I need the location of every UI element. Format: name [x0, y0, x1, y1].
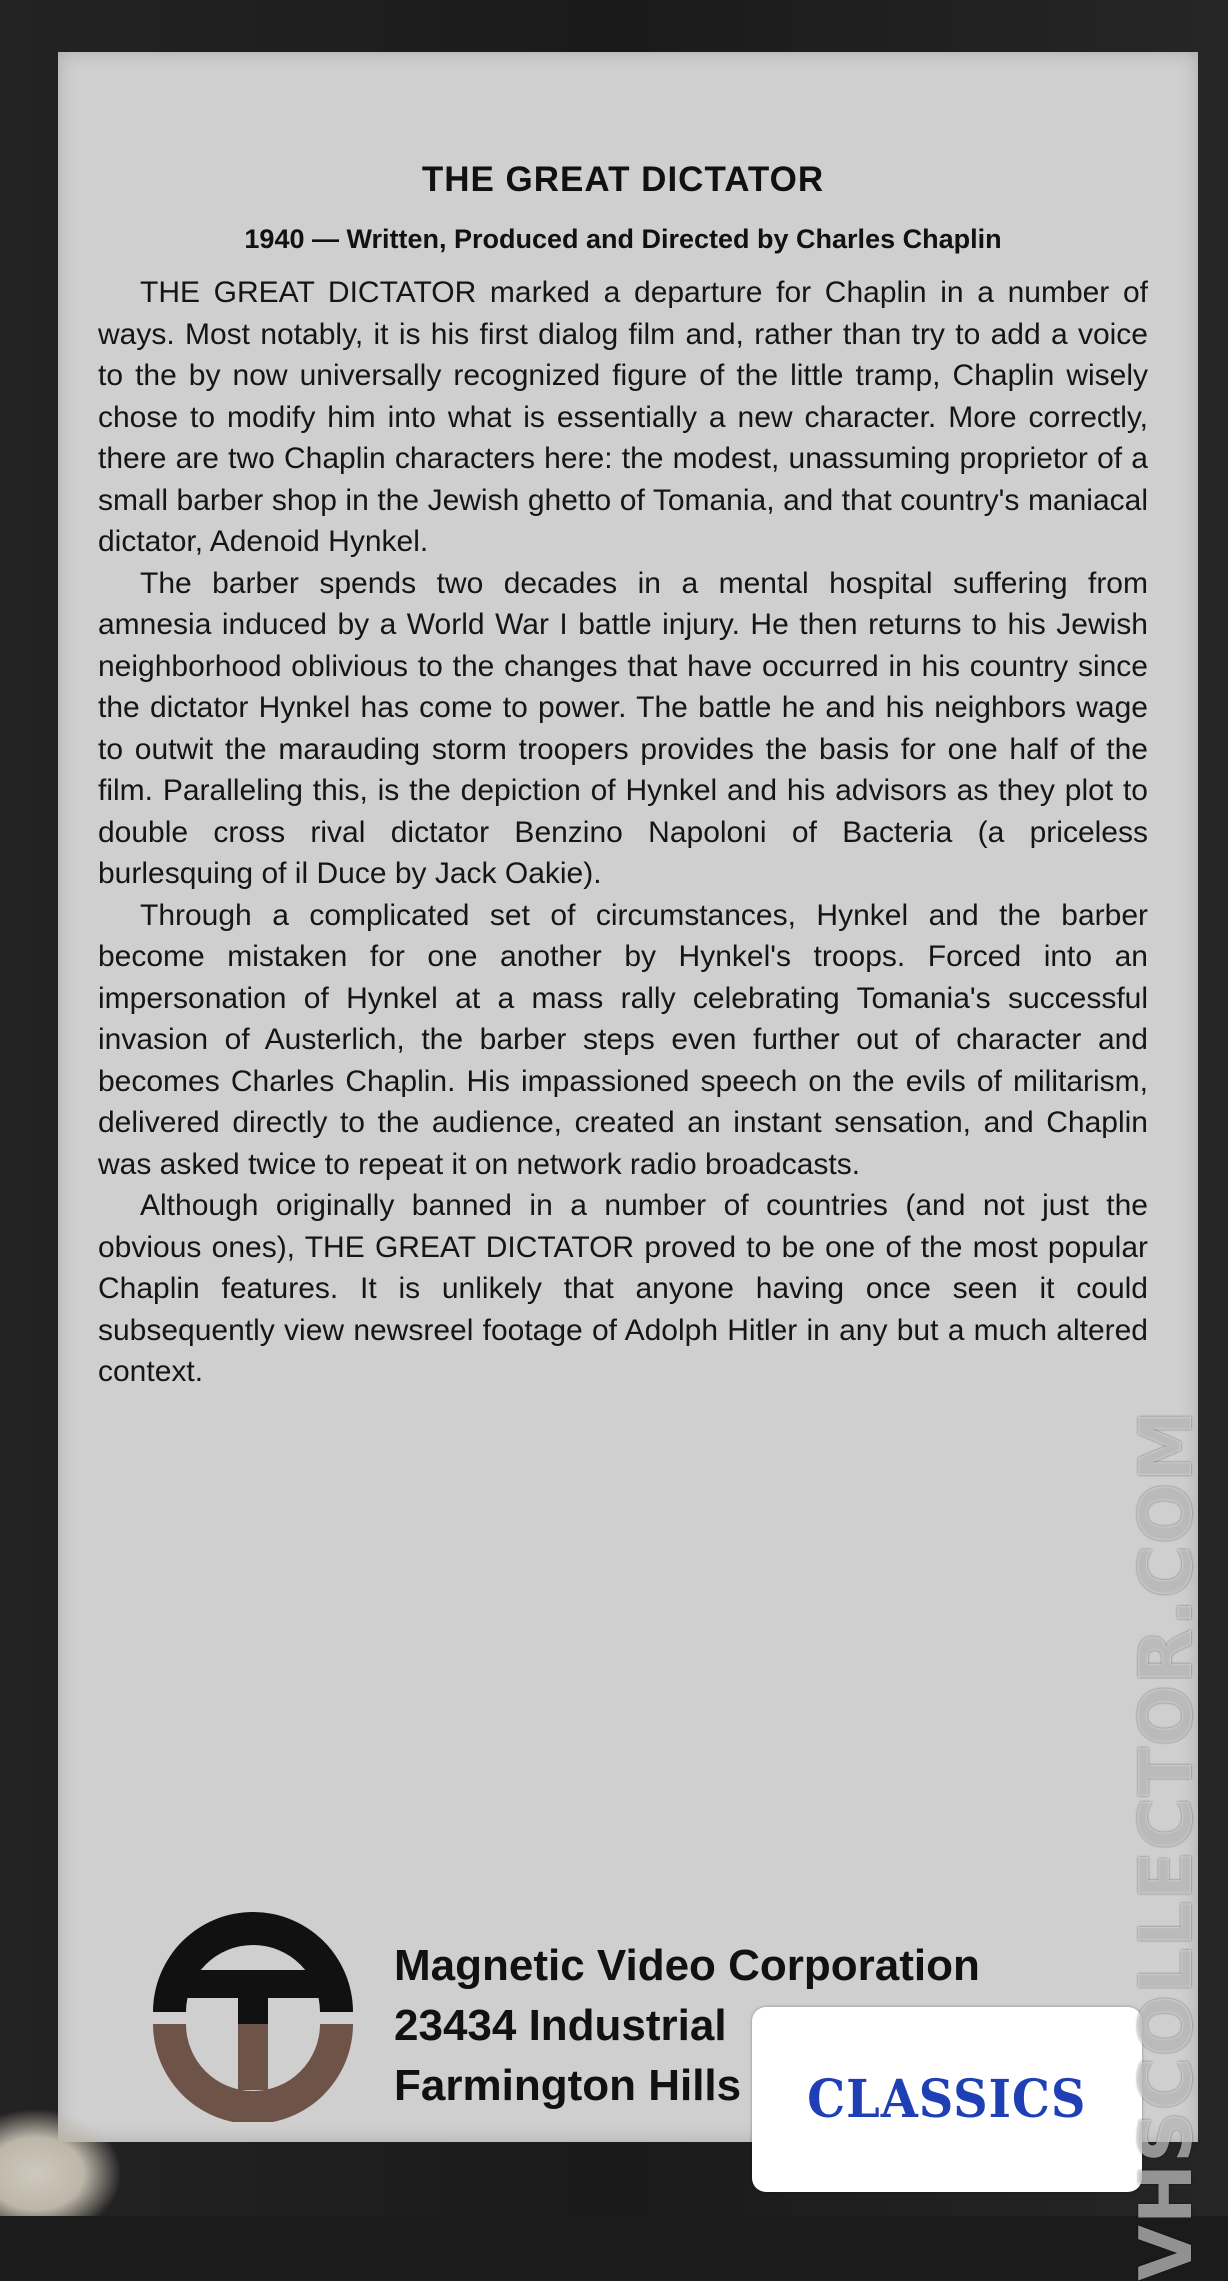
paragraph: The barber spends two decades in a mental hospital suffering from amnesia induced by a World War I battle injury. He then returns to his Jewish neighborhood oblivious to the changes that have occurred in his country since the dictator Hynkel has come to power. The battle he and his neighbors wage to outwit the marauding storm troopers provides the basis for one half of the film. Paralleling this, is the depiction of Hynkel and his advisors as they plot to double cross rival dictator Benzino Napoloni of Bacteria (a priceless burlesquing of il Duce by Jack Oakie). — [98, 566, 1148, 890]
logo-stem-lower — [238, 2024, 268, 2090]
publisher-city: Farmington Hills — [394, 2061, 742, 2110]
case-wear — [0, 2110, 120, 2216]
synopsis — [98, 272, 1148, 1393]
classics-sticker — [752, 2007, 1142, 2192]
paragraph: Although originally banned in a number of countries (and not just the obvious ones), THE GREAT DICTATOR proved to be one of the most popular Chaplin features. It is unlikely that anyone having once seen it could subsequently view newsreel footage of Adolph Hitler in any but a much altered context. — [98, 1189, 1148, 1388]
document-subtitle: 1940 — Written, Produced and Directed by Charles Chaplin — [244, 224, 1002, 254]
publisher-name: Magnetic Video Corporation — [394, 1941, 980, 1990]
watermark-text: VHSCOLLECTOR.COM — [1124, 1409, 1208, 2281]
paragraph: THE GREAT DICTATOR marked a departure for Chaplin in a number of ways. Most notably, it is his first dialog film and, rather than try to add a voice to the by now universally recognized figure of the little tramp, Chaplin wisely chose to modify him into what is essentially a new character. More correctly, there are two Chaplin characters here: the modest, unassuming proprietor of a small barber shop in the Jewish ghetto of Tomania, and that country's maniacal dictator, Adenoid Hynkel. — [98, 276, 1148, 558]
watermark — [1118, 1409, 1214, 2281]
document-title: THE GREAT DICTATOR — [421, 160, 825, 199]
paragraph: Through a complicated set of circumstances, Hynkel and the barber become mistaken for one another by Hynkel's troops. Forced into an impersonation of Hynkel at a mass rally celebrating Tomania's successful invasion of Austerlich, the barber steps even further out of character and becomes Charles Chaplin. His impassioned speech on the evils of militarism, delivered directly to the audience, created an instant sensation, and Chaplin was asked twice to repeat it on network radio broadcasts. — [98, 898, 1148, 1181]
classics-label: CLASSICS — [807, 2069, 1087, 2130]
label-panel — [58, 52, 1198, 2142]
magnetic-video-logo-icon — [148, 1912, 358, 2122]
publisher-address: 23434 Industrial — [394, 2001, 727, 2050]
